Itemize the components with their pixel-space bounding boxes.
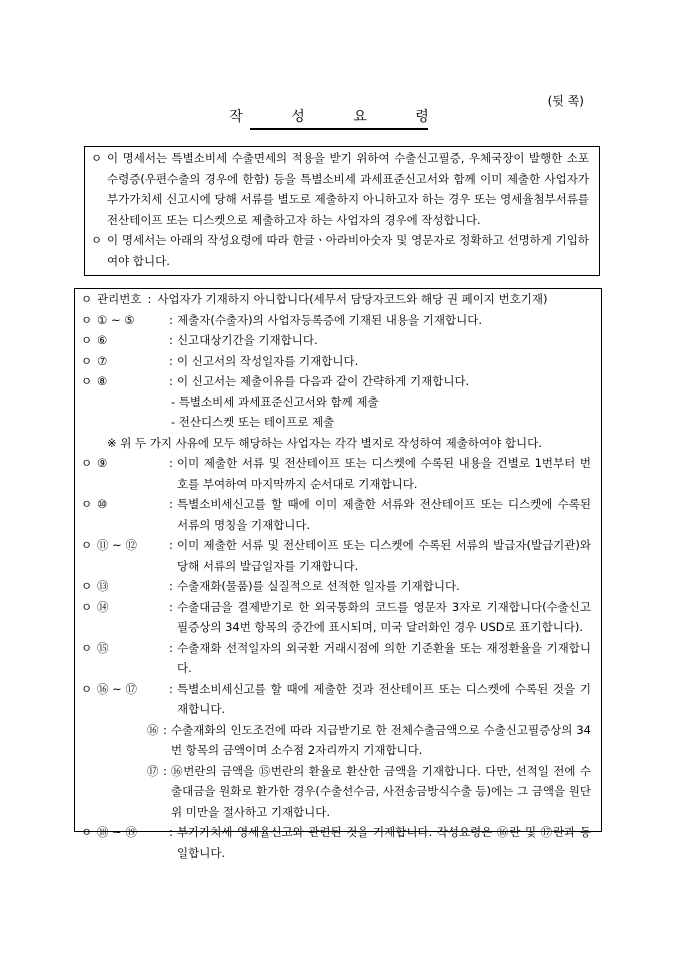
bullet-icon: ㅇ	[81, 292, 93, 306]
intro-box	[84, 146, 600, 276]
instruction-item	[81, 535, 591, 576]
colon: :	[169, 312, 173, 327]
colon: :	[169, 353, 173, 368]
item-text: 이 신고서는 제출이유를 다음과 같이 간략하게 기재합니다.	[177, 374, 470, 388]
item-label: ⑬	[97, 579, 109, 593]
item-label: ⑭	[97, 599, 109, 614]
intro-paragraph	[91, 230, 589, 271]
item-label: ⑧	[97, 374, 108, 388]
bullet-icon: ㅇ	[81, 640, 93, 655]
instruction-item	[81, 822, 591, 863]
sub-item-text: ⑯번란의 금액을 ⑮번란의 환율로 환산한 금액을 기재합니다. 다만, 선적일 전에 수출대금을 원화로 환가한 경우(수출선수금, 사전송금방식수출 등)에는 그 금액을 원단위 미만을 절사하고 기재합니다.	[171, 763, 591, 819]
item-label: ⑦	[97, 353, 108, 368]
bullet-icon: ㅇ	[81, 579, 93, 593]
sub-bullet: - 특별소비세 과세표준신고서와 함께 제출	[171, 394, 379, 409]
bullet-icon: ㅇ	[81, 456, 93, 470]
item-text: 이 신고서의 작성일자를 기재합니다.	[177, 353, 359, 368]
instruction-item	[81, 289, 591, 310]
item-text: 수출재화(물품)를 실질적으로 선적한 일자를 기재합니다.	[177, 579, 460, 593]
item-text: 수출대금을 결제받기로 한 외국통화의 코드를 영문자 3자로 기재합니다(수출신고필증상의 34번 항목의 중간에 표시되며, 미국 달러화인 경우 USD로 표기합니다).	[177, 599, 591, 634]
colon: :	[163, 722, 167, 737]
item-label: 관리번호	[97, 292, 142, 306]
colon: :	[169, 579, 173, 593]
note-text: ※ 위 두 가지 사유에 모두 해당하는 사업자는 각각 별지로 작성하여 제출하여야 합니다.	[107, 435, 542, 450]
instruction-item	[81, 371, 591, 392]
colon: :	[169, 640, 173, 655]
bullet-icon: ㅇ	[81, 538, 93, 552]
instruction-item	[81, 576, 591, 597]
instruction-item	[81, 351, 591, 372]
sub-item-label: ⑯	[147, 722, 159, 737]
item-text: 제출자(수출자)의 사업자등록증에 기재된 내용을 기재합니다.	[177, 312, 482, 327]
sub-item	[81, 720, 591, 761]
item-label: ① ~ ⑤	[97, 312, 135, 327]
item-label: ⑩	[97, 497, 108, 511]
intro-paragraph-text: 이 명세서는 아래의 작성요령에 따라 한글ㆍ아라비아숫자 및 영문자로 정확하고 선명하게 기입하여야 합니다.	[107, 233, 589, 268]
colon: :	[169, 681, 173, 696]
colon: :	[169, 374, 173, 388]
item-text: 신고대상기간을 기재합니다.	[177, 333, 318, 347]
item-text: 이미 제출한 서류 및 전산테이프 또는 디스켓에 수록된 서류의 발급자(발급기관)와 당해 서류의 발급일자를 기재합니다.	[177, 538, 591, 573]
colon: :	[163, 763, 167, 778]
colon: :	[169, 599, 173, 614]
instruction-item	[81, 494, 591, 535]
bullet-icon: ㅇ	[81, 681, 93, 696]
bullet-icon: ㅇ	[91, 151, 103, 165]
sub-item-label: ⑰	[147, 763, 159, 778]
colon: :	[169, 538, 173, 552]
item-label: ⑨	[97, 456, 108, 470]
intro-paragraph-text: 이 명세서는 특별소비세 수출면세의 적용을 받기 위하여 수출신고필증, 우체국장이 발행한 소포수령증(우편수출의 경우에 한함) 등을 특별소비세 과세표준신고서와 함께 이미 제출한 사업자가 부가가치세 신고시에 당해 서류를 별도로 제출하지 아니하고자 하는 경우 또는 영세율첨부서류를 전산테이프 또는 디스켓으로 제출하고자 하는 사업자의 경우에 작성합니다.	[107, 151, 589, 227]
sub-item	[81, 761, 591, 823]
colon: :	[169, 497, 173, 511]
item-text: 사업자가 기재하지 아니합니다(세무서 담당자코드와 해당 권 페이지 번호기재)	[157, 292, 548, 306]
instruction-item	[81, 597, 591, 638]
intro-paragraph	[91, 148, 589, 230]
item-label: ⑯ ~ ⑰	[97, 681, 137, 696]
instruction-item	[81, 679, 591, 720]
item-text: 특별소비세신고를 할 때에 이미 제출한 서류와 전산테이프 또는 디스켓에 수록된 서류의 명칭을 기재합니다.	[177, 497, 591, 532]
bullet-icon: ㅇ	[81, 353, 93, 368]
item-text: 수출재화 선적일자의 외국환 거래시점에 의한 기준환율 또는 재정환율을 기재합니다.	[177, 640, 591, 675]
bullet-icon: ㅇ	[91, 233, 103, 247]
instructions-box	[74, 288, 602, 860]
sub-bullet: - 전산디스켓 또는 테이프로 제출	[171, 415, 335, 429]
item-text: 특별소비세신고를 할 때에 제출한 것과 전산테이프 또는 디스켓에 수록된 것을 기재합니다.	[177, 681, 591, 716]
item-label: ⑱ ~ ⑲	[97, 825, 137, 839]
instruction-item	[81, 453, 591, 494]
item-text: 부가가치세 영세율신고와 관련된 것을 기재합니다. 작성요령은 ⑯란 및 ⑰란과 동일합니다.	[177, 825, 591, 860]
bullet-icon: ㅇ	[81, 374, 93, 388]
item-label: ⑪ ~ ⑫	[97, 538, 137, 552]
page-side-label: (뒷 쪽)	[547, 94, 584, 108]
instruction-item	[81, 310, 591, 331]
bullet-icon: ㅇ	[81, 825, 93, 839]
item-label: ⑥	[97, 333, 108, 347]
bullet-icon: ㅇ	[81, 333, 93, 347]
document-title: 작 성 요 령	[229, 109, 451, 125]
colon: :	[169, 456, 173, 470]
colon: :	[169, 333, 173, 347]
item-label: ⑮	[97, 640, 109, 655]
title-underline	[250, 128, 428, 130]
colon: :	[147, 292, 152, 306]
instruction-item	[81, 638, 591, 679]
colon: :	[169, 825, 173, 839]
bullet-icon: ㅇ	[81, 497, 93, 511]
bullet-icon: ㅇ	[81, 312, 93, 327]
instruction-item	[81, 330, 591, 351]
sub-item-text: 수출재화의 인도조건에 따라 지급받기로 한 전체수출금액으로 수출신고필증상의 34번 항목의 금액이며 소수점 2자리까지 기재합니다.	[171, 722, 591, 757]
bullet-icon: ㅇ	[81, 599, 93, 614]
item-text: 이미 제출한 서류 및 전산테이프 또는 디스켓에 수록된 내용을 건별로 1번부터 번호를 부여하여 마지막까지 순서대로 기재합니다.	[177, 456, 591, 491]
